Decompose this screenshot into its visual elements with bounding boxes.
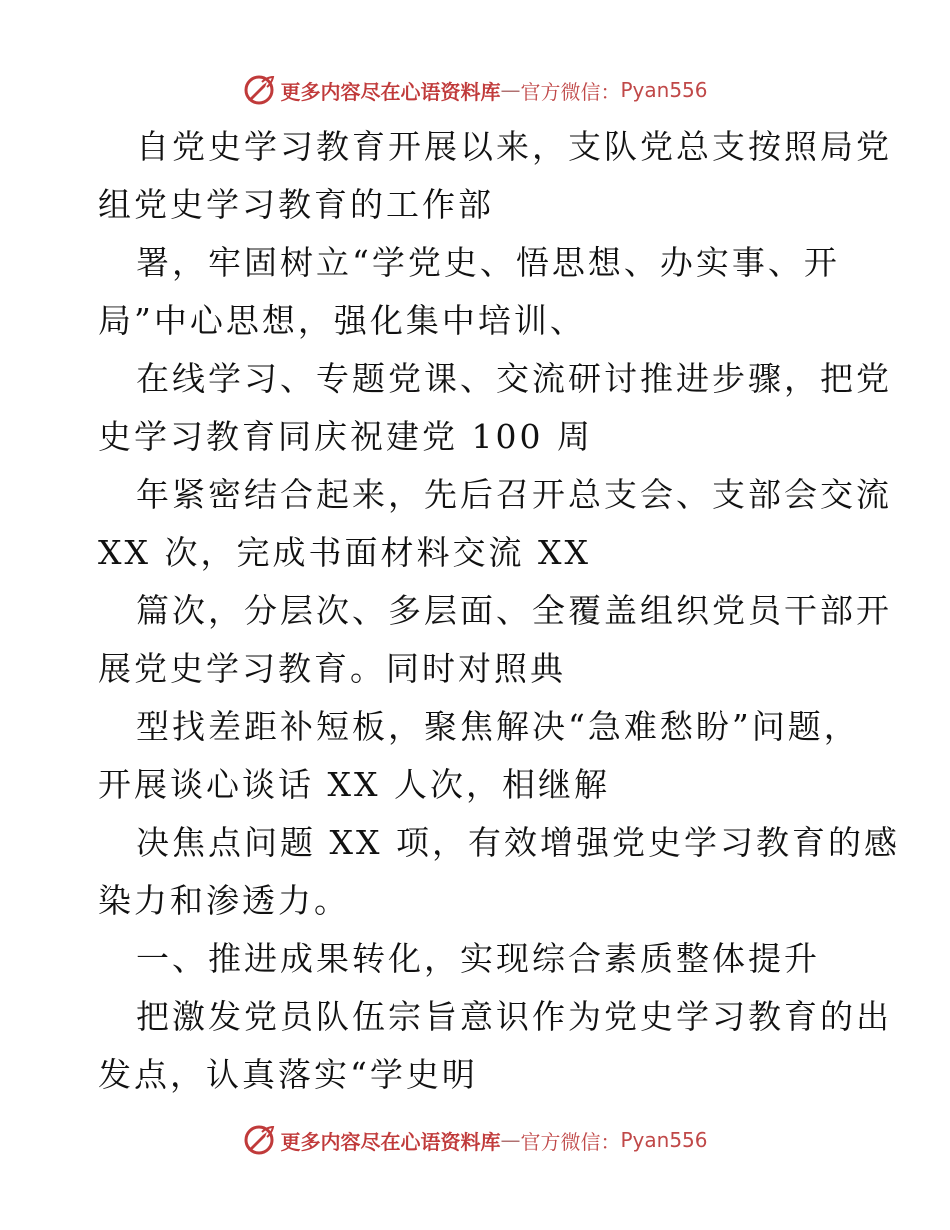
document-line: 型找差距补短板，聚焦解决“急难愁盼”问题， [136, 707, 860, 746]
quill-pen-logo-icon [242, 73, 276, 107]
document-body [98, 118, 900, 1104]
document-line: XX 次，完成书面材料交流 XX [98, 533, 591, 572]
document-line: 在线学习、专题党课、交流研讨推进步骤，把党 [136, 359, 892, 398]
document-line: 决焦点问题 XX 项，有效增强党史学习教育的感 [136, 823, 900, 862]
watermark-wechat-label: 官方微信： [520, 79, 621, 104]
document-line: 把激发党员队伍宗旨意识作为党史学习教育的出 [136, 997, 892, 1036]
document-line: 年紧密结合起来，先后召开总支会、支部会交流 [136, 475, 892, 514]
watermark-brand-text: 更多内容尽在心语资料库 [280, 1129, 501, 1154]
watermark-wechat-id: Pyan556 [620, 78, 708, 102]
document-line: 自党史学习教育开展以来，支队党总支按照局党 [136, 127, 892, 166]
watermark-wechat-id: Pyan556 [620, 1128, 708, 1152]
document-line: 开展谈心谈话 XX 人次，相继解 [98, 765, 610, 804]
quill-pen-logo-icon [242, 1123, 276, 1157]
document-line: 史学习教育同庆祝建党 100 周 [98, 417, 593, 456]
document-line: 发点，认真落实“学史明 [98, 1055, 478, 1094]
watermark-separator: — [500, 78, 521, 102]
document-line: 组党史学习教育的工作部 [98, 185, 494, 224]
document-line: 署，牢固树立“学党史、悟思想、办实事、开 [136, 243, 840, 282]
watermark-wechat-label: 官方微信： [520, 1129, 621, 1154]
watermark-brand-text: 更多内容尽在心语资料库 [280, 79, 501, 104]
watermark-banner-bottom [0, 1120, 950, 1160]
document-line: 展党史学习教育。同时对照典 [98, 649, 566, 688]
document-line: 染力和渗透力。 [98, 881, 350, 920]
section-heading: 一、推进成果转化，实现综合素质整体提升 [136, 939, 820, 978]
document-line: 篇次，分层次、多层面、全覆盖组织党员干部开 [136, 591, 892, 630]
watermark-banner-top [0, 70, 950, 110]
watermark-separator: — [500, 1128, 521, 1152]
document-line: 局”中心思想，强化集中培训、 [98, 301, 586, 340]
